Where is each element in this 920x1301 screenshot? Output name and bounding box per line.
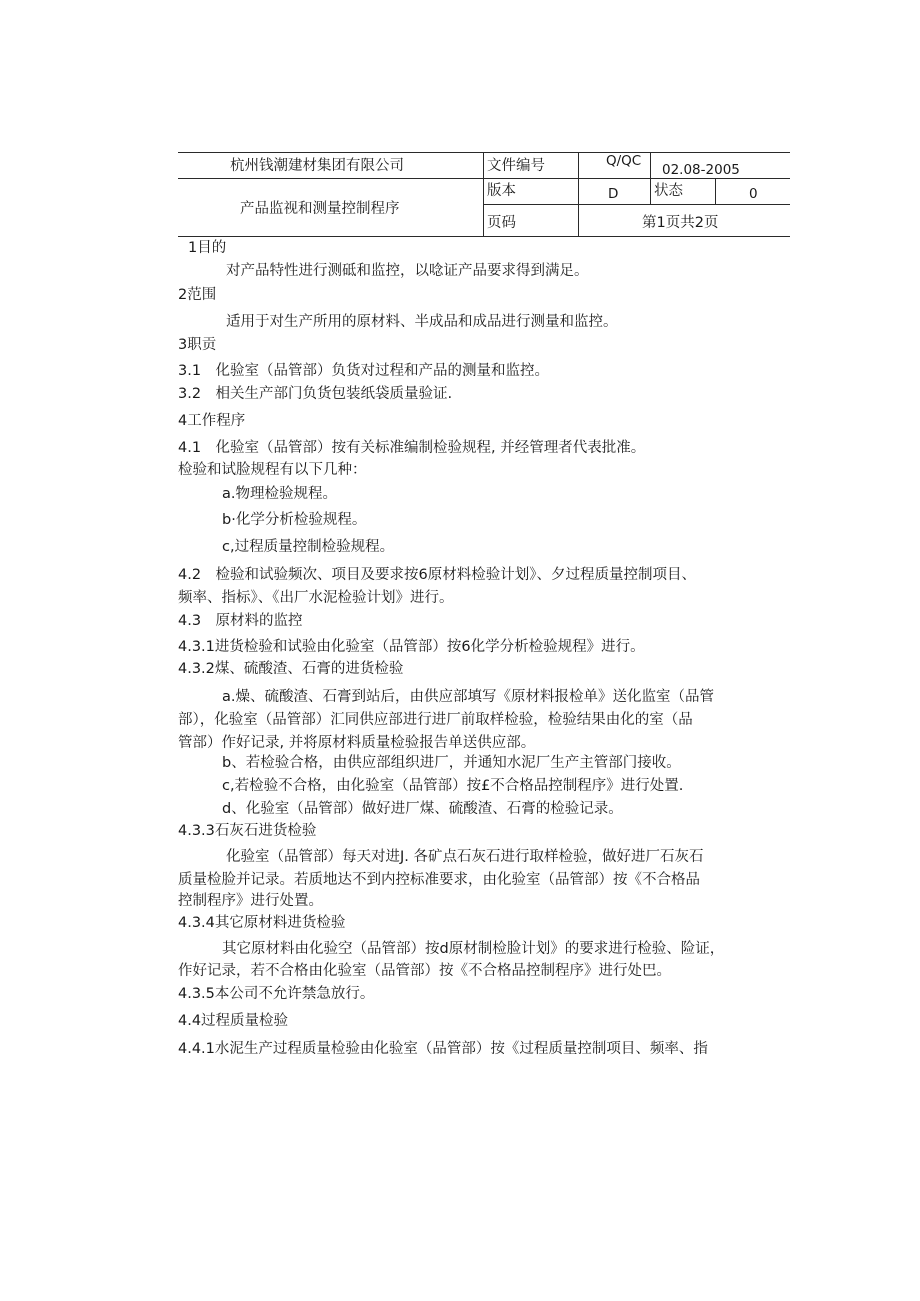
section-4-3-2-c: c,若检验不合格，由化验室（品管部）按£不合格品控制程序》进行处置. xyxy=(222,778,684,794)
header-rule-row2 xyxy=(483,204,790,205)
section-4-3-5: 4.3.5本公司不允许禁急放行。 xyxy=(178,986,375,1002)
section-4-3-2-a-line3: 管部）作好记录, 并将原材料质量检验报告单送供应部。 xyxy=(178,735,536,751)
section-4-3: 4.3 原材料的监控 xyxy=(178,613,303,629)
section-4-4-1: 4.4.1水泥生产过程质量检验由化验室（品管部）按《过程质量控制项目、频率、指 xyxy=(178,1041,708,1057)
header-divider-status-value xyxy=(715,178,716,204)
section-4-3-4-line2: 作好记录，若不合格由化验室（品管部）按《不合格品控制程序》进行处巴。 xyxy=(178,963,671,979)
doc-number-value: 02.08-2005 xyxy=(662,162,740,178)
header-divider-status xyxy=(650,178,651,204)
section-4-3-3-line2: 质量检脸并记录。若质地达不到内控标准要求，由化验室（品管部）按《不合格品 xyxy=(178,872,700,888)
section-1-text: 对产品特性进行测砥和监控，以唸证产品要求得到满足。 xyxy=(226,263,589,279)
section-4-1: 4.1 化验室（品管部）按有关标准编制检验规程, 并经管理者代表批准。 xyxy=(178,440,646,456)
section-3-heading: 3职贡 xyxy=(178,337,217,353)
section-4-3-3-line3: 控制程序》进行处置。 xyxy=(178,893,323,909)
document-title: 产品监视和测量控制程序 xyxy=(240,201,400,217)
section-3-1: 3.1 化验室（品管部）负货对过程和产品的测量和监控。 xyxy=(178,363,550,379)
section-4-1-item-b: b·化学分析检验规程。 xyxy=(222,512,367,528)
section-4-3-2-b: b、若检验合格，由供应部组织进厂，并通知水泥厂生产主管部门接收。 xyxy=(222,755,681,771)
section-4-heading: 4工作程序 xyxy=(178,413,246,429)
section-4-3-3: 4.3.3石灰石进货检验 xyxy=(178,823,317,839)
status-value: 0 xyxy=(749,186,758,202)
header-divider-value xyxy=(578,152,579,236)
header-divider-main xyxy=(483,152,484,236)
section-4-3-1: 4.3.1进货检验和试验由化验室（品管部）按6化学分析检验规程》进行。 xyxy=(178,639,645,655)
status-label: 状态 xyxy=(654,183,683,199)
section-4-2-line2: 频率、指标》、《出厂水泥检验计划》进行。 xyxy=(178,590,454,606)
section-4-3-2-a-line1: a.燥、硫酸渣、石膏到站后，由供应部填写《原材料报检单》送化监室（品管 xyxy=(222,689,714,705)
page-number: 第1页共2页 xyxy=(642,215,719,231)
version-value: D xyxy=(608,186,619,202)
section-1-heading: 1目的 xyxy=(188,240,227,256)
version-label: 版本 xyxy=(487,183,516,199)
page-label: 页码 xyxy=(487,215,516,231)
section-2-heading: 2范围 xyxy=(178,287,217,303)
section-4-3-2-d: d、化验室（品管部）做好进厂煤、硫酸渣、石膏的检验记录。 xyxy=(222,801,623,817)
header-rule-bottom xyxy=(178,236,790,237)
section-4-3-4-line1: 其它原材料由化验空（品管部）按d原材制检脸计划》的要求进行检验、险证， xyxy=(222,941,725,957)
doc-number-prefix: Q/QC xyxy=(606,153,642,169)
section-4-3-4: 4.3.4其它原材料进货检验 xyxy=(178,915,346,931)
section-4-1-item-a: a.物理检验规程。 xyxy=(222,486,337,502)
doc-number-label: 文件编号 xyxy=(487,158,545,174)
header-rule-top xyxy=(178,152,790,153)
section-3-2: 3.2 相关生产部门负货包装纸袋质量验证. xyxy=(178,386,453,402)
section-4-2-line1: 4.2 检验和试验频次、项目及要求按6原材料检验计划》、夕过程质量控制项目、 xyxy=(178,567,697,583)
section-4-1-item-c: c,过程质量控制检验规程。 xyxy=(222,539,395,555)
section-4-3-2: 4.3.2煤、硫酸渣、石膏的进货检验 xyxy=(178,661,404,677)
section-4-4: 4.4过程质量检验 xyxy=(178,1013,289,1029)
header-divider-prefix xyxy=(650,152,651,178)
company-name: 杭州钱潮建材集团有限公司 xyxy=(230,158,404,174)
section-4-3-2-a-line2: 部），化验室（品管部）汇同供应部进行进厂前取样检验，检验结果由化的室（品 xyxy=(178,712,693,728)
section-4-1-intro: 检验和试脸规程有以下几种： xyxy=(178,462,367,478)
section-2-text: 适用于对生产所用的原材料、半成品和成品进行测量和监控。 xyxy=(226,314,618,330)
section-4-3-3-line1: 化验室（品管部）每天对进J. 各矿点石灰石进行取样检验，做好进厂石灰石 xyxy=(226,849,704,865)
